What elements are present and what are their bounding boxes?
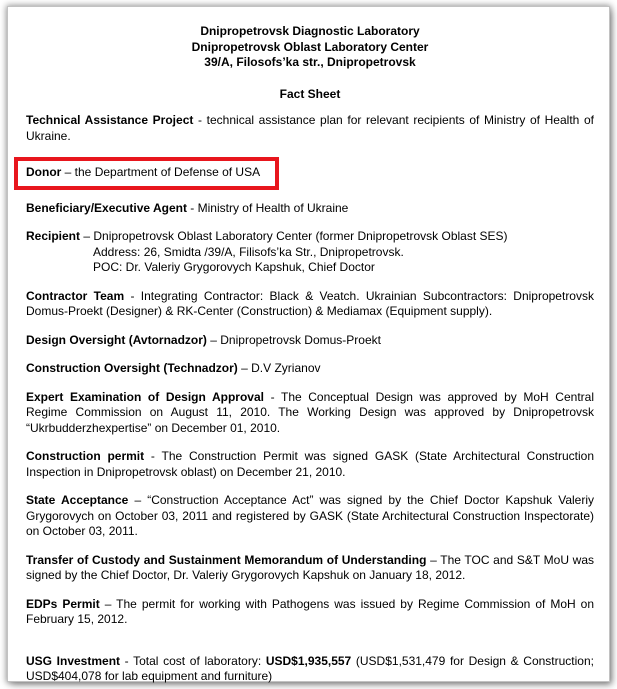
document-body [26, 113, 594, 685]
section-label: Transfer of Custody and Sustainment Memorandum of Understanding [26, 552, 427, 567]
section-subline: POC: Dr. Valeriy Grygorovych Kapshuk, Chief Doctor [93, 260, 375, 274]
document-page [8, 7, 609, 681]
section-usg-investment: USG Investment - Total cost of laboratory: USD$1,935,557 (USD$1,531,479 for Design & Construction; USD$404,078 for lab equipment and furniture) [26, 653, 594, 683]
section-label: USG Investment [26, 653, 121, 668]
section-label: Expert Examination of Design Approval [26, 389, 264, 404]
section-design-oversight: Design Oversight (Avtornadzor) – Dnipropetrovsk Domus-Proekt [26, 332, 381, 347]
section-text: Total cost of laboratory: [133, 653, 266, 668]
header-line-1: Dnipropetrovsk Diagnostic Laboratory [200, 24, 420, 38]
section-text: Ministry of Health of Ukraine [197, 200, 349, 215]
section-bold-value: USD$1,935,557 [265, 653, 352, 668]
section-label: Recipient [26, 229, 81, 243]
section-text: The Construction Permit was signed GASK (State Architectural Construction Inspection in Dnipropetrovsk oblast) on December 21, 2010. [26, 449, 595, 479]
section-expert-examination: Expert Examination of Design Approval - The Conceptual Design was approved by MoH Central Regime Commission on August 11, 2010. The Working Design was approved by Dnipropetrovsk “Ukrbudderzhexpertise” on December 01, 2010. [26, 389, 594, 435]
section-text-after: (USD$1,531,479 for Design & Construction; USD$404,078 for lab equipment and furniture) [26, 653, 594, 683]
section-label: EDPs Permit [26, 596, 100, 611]
document-subtitle: Fact Sheet [279, 86, 341, 101]
section-contractor-team: Contractor Team - Integrating Contractor: Black & Veatch. Ukrainian Subcontractors: Dnipropetrovsk Domus-Proekt (Designer) & RK-Center (Construction) & Mediamax (Equipment supply). [26, 288, 594, 318]
section-label: Donor [26, 165, 62, 179]
section-technical-assistance-project: Technical Assistance Project - technical assistance plan for relevant recipients of Ministry of Health of Ukraine. [26, 113, 594, 143]
header-line-3: 39/A, Filosofs’ka str., Dnipropetrovsk [204, 55, 416, 69]
document-content [8, 7, 609, 685]
section-construction-oversight: Construction Oversight (Technadzor) – D.V Zyrianov [26, 361, 321, 375]
section-recipient: Recipient – Dnipropetrovsk Oblast Laboratory Center (former Dnipropetrovsk Oblast SES) Address: 26, Smidta /39/A, Filisofs’ka Str., Dnipropetrovsk. POC: Dr. Valeriy Grygorovych Kapshuk, Chief Doctor [26, 229, 594, 276]
section-transfer-of-custody: Transfer of Custody and Sustainment Memorandum of Understanding – The TOC and S&T MoU was signed by the Chief Doctor, Dr. Valeriy Grygorovych Kapshuk on January 18, 2012. [26, 552, 594, 582]
section-text: Integrating Contractor: Black & Veatch. Ukrainian Subcontractors: Dnipropetrovsk Domus-Proekt (Designer) & RK-Center (Construction) & Mediamax (Equipment supply). [26, 288, 594, 318]
section-text: “Construction Acceptance Act” was signed by the Chief Doctor Kapshuk Valeriy Grygorovych on October 03, 2011 and registered by GASK (State Architectural Construction Inspectorate) on October 03, 2011. [26, 493, 594, 538]
section-text: D.V Zyrianov [251, 361, 321, 375]
section-donor [26, 157, 594, 190]
section-text: The TOC and S&T MoU was signed by the Chief Doctor, Dr. Valeriy Grygorovych Kapshuk on January 18, 2012. [26, 552, 594, 582]
section-text: The permit for working with Pathogens was issued by Regime Commission of MoH on February 15, 2012. [26, 596, 595, 626]
section-text: The Conceptual Design was approved by MoH Central Regime Commission on August 11, 2010. The Working Design was approved by Dnipropetrovsk “Ukrbudderzhexpertise” on December 01, 2010. [26, 389, 594, 435]
section-beneficiary-executive-agent: Beneficiary/Executive Agent - Ministry of Health of Ukraine [26, 200, 349, 215]
section-state-acceptance: State Acceptance – “Construction Acceptance Act” was signed by the Chief Doctor Kapshuk Valeriy Grygorovych on October 03, 2011 and registered by GASK (State Architectural Construction Inspectorate) on October 03, 2011. [26, 493, 594, 538]
section-construction-permit: Construction permit - The Construction Permit was signed GASK (State Architectural Construction Inspection in Dnipropetrovsk oblast) on December 21, 2010. [26, 449, 595, 479]
document-header [26, 24, 594, 71]
section-edps-permit: EDPs Permit – The permit for working with Pathogens was issued by Regime Commission of MoH on February 15, 2012. [26, 596, 595, 626]
section-text: Dnipropetrovsk Domus-Proekt [220, 332, 381, 347]
section-label: Technical Assistance Project [26, 113, 194, 127]
section-label: Beneficiary/Executive Agent [26, 200, 187, 215]
header-line-2: Dnipropetrovsk Oblast Laboratory Center [191, 39, 429, 54]
section-text: technical assistance plan for relevant recipients of Ministry of Health of Ukraine. [26, 113, 594, 143]
section-label: Construction Oversight (Technadzor) [26, 361, 238, 375]
section-label: Design Oversight (Avtornadzor) [26, 332, 207, 347]
section-label: Construction permit [26, 449, 145, 463]
donor-highlight-box: Donor – the Department of Defense of USA [14, 157, 279, 190]
section-label: State Acceptance [26, 493, 129, 507]
section-text: the Department of Defense of USA [74, 165, 261, 179]
section-subline: Address: 26, Smidta /39/A, Filisofs’ka Str., Dnipropetrovsk. [93, 244, 404, 259]
section-text: Dnipropetrovsk Oblast Laboratory Center (former Dnipropetrovsk Oblast SES) [93, 229, 508, 243]
section-label: Contractor Team [26, 288, 125, 303]
